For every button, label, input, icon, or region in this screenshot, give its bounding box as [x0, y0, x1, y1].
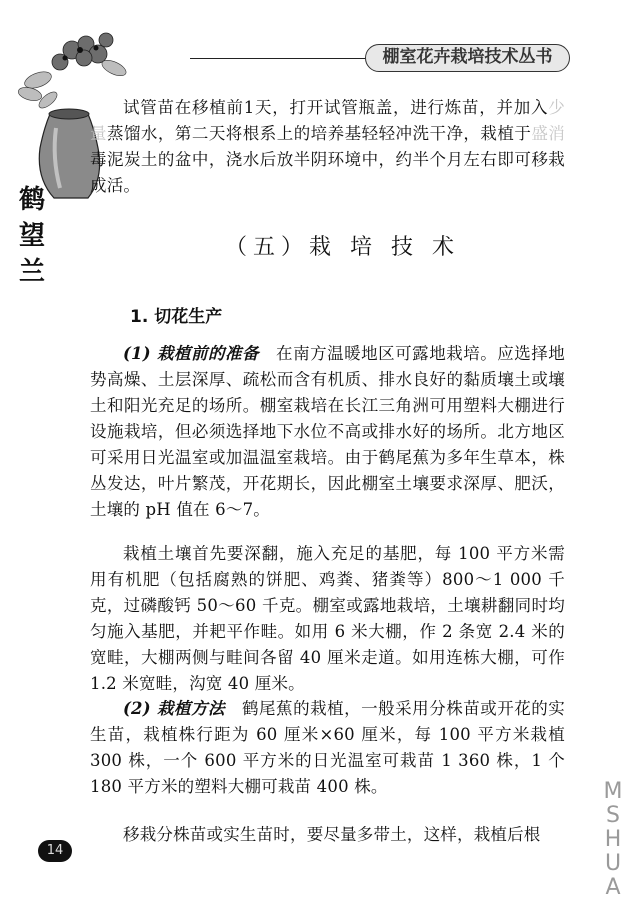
intro-text-faded: 盛消	[531, 124, 566, 143]
side-title-char: 鹤	[18, 185, 45, 215]
watermark-char: S	[606, 803, 620, 828]
watermark	[598, 780, 628, 900]
watermark-char: U	[604, 851, 622, 876]
watermark-char: H	[604, 827, 622, 852]
paragraph-text: 在南方温暖地区可露地栽培。应选择地势高燥、土层深厚、疏松而含有机质、排水良好的黏质壤土或壤土和阳光充足的场所。棚室栽培在长江三角洲可用塑料大棚进行设施栽培，但必须选择地下水位不高或排水好的场所。北方地区可采用日光温室或加温温室栽培。由于鹤尾蕉为多年生草本，株丛发达，叶片繁茂，开花期长，因此棚室土壤要求深厚、肥沃，土壤的 pH 值在 6～7。	[90, 344, 565, 519]
paragraph-text: 鹤尾蕉的栽植，一般采用分株苗或开花的实生苗，栽植株行距为 60 厘米×60 厘米，每 100 平方米栽植 300 株，一个 600 平方米的日光温室可栽苗 1 360 株，1 个 180 平方米的塑料大棚可栽苗 400 株。	[90, 699, 565, 796]
term-heading: (2) 栽植方法	[123, 699, 226, 718]
paragraph-transplant	[90, 822, 565, 848]
side-title-char: 望	[18, 221, 45, 251]
subsection-heading: 1. 切花生产	[130, 307, 223, 327]
watermark-char: A	[605, 875, 621, 900]
intro-text-faded: 少量	[90, 98, 565, 143]
intro-paragraph	[90, 95, 565, 199]
intro-text: 试管苗在移植前1天，打开试管瓶盖，进行炼苗，并加入	[123, 98, 549, 117]
header-rule	[190, 58, 370, 59]
page-number: 14	[38, 840, 72, 862]
paragraph-preparation	[90, 341, 565, 523]
watermark-char: M	[603, 779, 623, 804]
side-title-char: 兰	[18, 257, 45, 287]
series-title-badge: 棚室花卉栽培技术丛书	[365, 44, 570, 72]
paragraph-method	[90, 696, 565, 800]
section-title: （五）栽 培 技 术	[225, 235, 460, 260]
intro-text: 毒泥炭土的盆中，浇水后放半阴环境中，约半个月左右即可移栽成活。	[90, 150, 565, 195]
paragraph-soil	[90, 541, 565, 697]
paragraph-text: 栽植土壤首先要深翻，施入充足的基肥，每 100 平方米需用有机肥（包括腐熟的饼肥、鸡粪、猪粪等）800～1 000 千克，过磷酸钙 50～60 千克。棚室或露地栽培，土壤耕翻同时均匀施入基肥，并耙平作畦。如用 6 米大棚，作 2 条宽 2.4 米的宽畦，大棚两侧与畦间各留 40 厘米走道。如用连栋大棚，可作 1.2 米宽畦，沟宽 40 厘米。	[90, 544, 565, 693]
term-heading: (1) 栽植前的准备	[123, 344, 260, 363]
paragraph-text: 移栽分株苗或实生苗时，要尽量多带土，这样，栽植后根	[123, 825, 541, 844]
intro-text: 蒸馏水，第二天将根系上的培养基轻轻冲洗干净，栽植于	[106, 124, 532, 143]
